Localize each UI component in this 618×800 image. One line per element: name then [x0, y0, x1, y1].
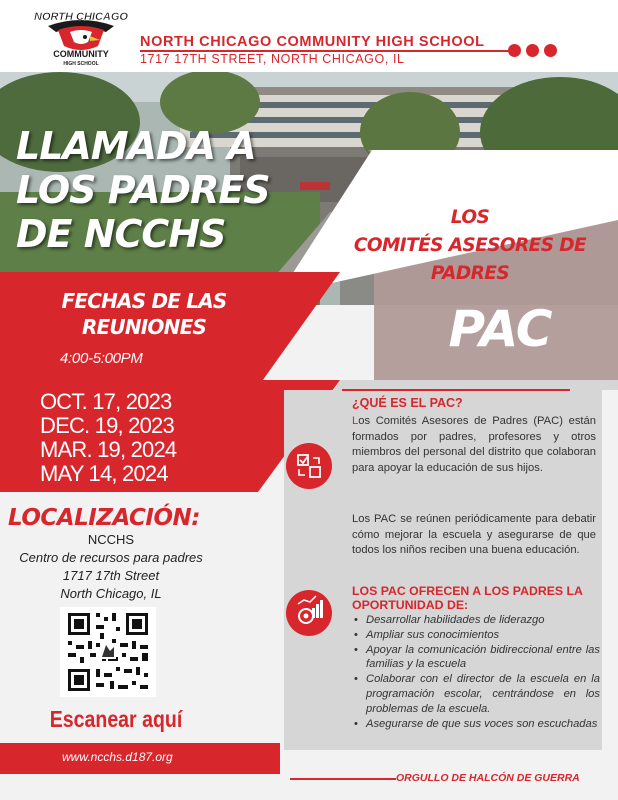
meeting-date: DEC. 19, 2023 — [40, 413, 174, 438]
location-line: North Chicago, IL — [60, 586, 162, 601]
list-item: • Apoyar la comunicación bidireccional entre las familias y la escuela — [352, 643, 600, 673]
meeting-date-list — [40, 390, 176, 486]
subtitle-line: COMITÉS ASESORES DE — [353, 235, 587, 256]
qr-code[interactable] — [60, 607, 156, 697]
website-link[interactable]: www.ncchs.d187.org — [62, 750, 173, 764]
pac-description-text: os Comités Asesores de Padres (PAC) están formados por padres, profesores y otros miembros del personal del distrito que colaboran para apoyar la educación de sus hijos. — [352, 415, 596, 474]
pac-meetings-description: Los PAC se reúnen periódicamente para debatir cómo mejorar la escuela y asegurarse de que todos los niños reciben una buena educación. — [352, 513, 596, 557]
decor-dot — [508, 44, 521, 57]
growth-chart-icon — [286, 590, 332, 636]
heading-line: FECHAS DE LAS — [61, 289, 227, 313]
logo-text-top: NORTH CHICAGO — [34, 11, 128, 23]
school-slogan: ORGULLO DE HALCÓN DE GUERRA — [396, 772, 580, 784]
what-is-pac-heading: ¿QUÉ ES EL PAC? — [352, 396, 463, 410]
pac-offers-list — [352, 613, 600, 731]
logo-text-middle: COMMUNITY — [53, 49, 109, 59]
location-line: NCCHS — [87, 532, 135, 547]
location-line: 1717 17th Street — [62, 568, 160, 583]
scan-here-label: Escanear aquí — [49, 706, 183, 732]
title-line: LLAMADA A — [16, 124, 256, 168]
meeting-date: OCT. 17, 2023 — [40, 389, 172, 414]
school-logo — [28, 6, 134, 68]
pac-offers-heading: LOS PAC OFRECEN A LOS PADRES LA OPORTUNIDAD DE: — [352, 584, 583, 612]
list-item: • Colaborar con el director de la escuela en la programación escolar, centrándose en los problemas de la escuela. — [352, 672, 600, 716]
meeting-date: MAY 14, 2024 — [40, 461, 168, 486]
accent-divider — [342, 389, 570, 391]
logo-text-bottom: HIGH SCHOOL — [63, 61, 99, 67]
drop-letter: L — [352, 415, 359, 427]
list-item: • Asegurarse de que sus voces son escuchadas — [352, 717, 600, 732]
pac-acronym: PAC — [448, 300, 552, 358]
list-item: • Desarrollar habilidades de liderazgo — [352, 613, 600, 628]
collaboration-icon — [286, 443, 332, 489]
subtitle-line: LOS — [450, 207, 490, 228]
title-line: DE NCCHS — [16, 212, 226, 256]
subtitle-line: PADRES — [430, 263, 510, 284]
pac-subtitle — [340, 204, 600, 288]
pac-description — [352, 414, 596, 476]
school-address: 1717 17TH STREET, NORTH CHICAGO, IL — [140, 52, 405, 66]
meeting-date: MAR. 19, 2024 — [40, 437, 177, 462]
heading-line: REUNIONES — [81, 315, 207, 339]
location-line: Centro de recursos para padres — [19, 550, 203, 565]
location-heading: LOCALIZACIÓN: — [8, 505, 200, 531]
location-address — [0, 531, 222, 603]
meeting-dates-heading — [14, 288, 274, 340]
decor-dot — [526, 44, 539, 57]
main-title — [16, 124, 316, 256]
title-line: LOS PADRES — [16, 168, 270, 212]
meeting-time: 4:00-5:00PM — [60, 350, 143, 367]
slogan-divider — [290, 778, 396, 780]
decor-dot — [544, 44, 557, 57]
school-name: NORTH CHICAGO COMMUNITY HIGH SCHOOL — [140, 34, 485, 50]
list-item: • Ampliar sus conocimientos — [352, 628, 600, 643]
